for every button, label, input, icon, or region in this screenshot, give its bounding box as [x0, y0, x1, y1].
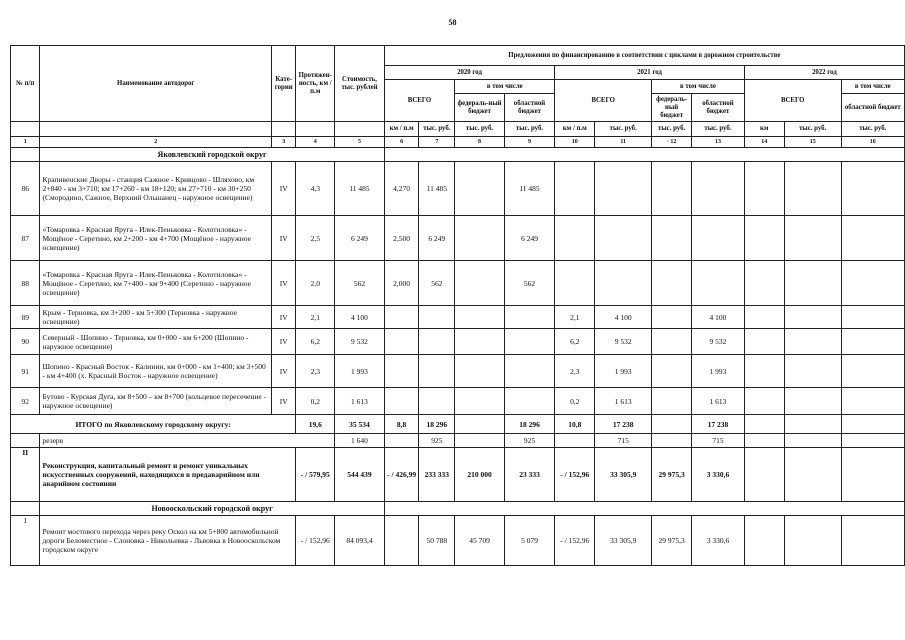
section-obl-2020: 23 333 — [504, 448, 555, 502]
obl-2021: 3 330,6 — [692, 516, 745, 566]
obl-2021 — [692, 216, 745, 261]
section-title-novooskolsky: Новооскольский городской округ — [40, 502, 384, 516]
fed-2020 — [455, 162, 504, 216]
section-fed-2020: 210 000 — [455, 448, 504, 502]
hdr-unit: тыс. руб. — [652, 122, 692, 137]
total-obl-2022 — [841, 415, 904, 434]
hdr-incl-2021: в том числе — [652, 80, 745, 94]
section-fed-2021: 29 975,3 — [652, 448, 692, 502]
hdr-length: Протяжен-ность, км / п.м — [296, 46, 335, 122]
road-name: «Томаровка - Красная Яруга - Илек-Пеньковка - Колотиловка» - Мощёное - Серетино, км 2+200 - км 4+700 (Мощёное - наружное освещение) — [40, 216, 272, 261]
hdr-year-2021: 2021 год — [555, 66, 744, 80]
total-2021: 4 100 — [595, 306, 652, 329]
reserve-sum-2022 — [784, 434, 841, 448]
hdr-incl-2020: в том числе — [455, 80, 555, 94]
km-2022 — [744, 162, 784, 216]
obl-2022 — [841, 261, 904, 306]
section-number: II — [11, 448, 40, 502]
km-2021: 0,2 — [555, 388, 595, 415]
km-2020 — [384, 306, 419, 329]
obl-2020 — [504, 355, 555, 388]
obl-2022 — [841, 355, 904, 388]
obl-2020 — [504, 306, 555, 329]
col-number: 10 — [555, 137, 595, 148]
hdr-empty — [40, 122, 272, 137]
obl-2020: 11 485 — [504, 162, 555, 216]
length: 2,0 — [296, 261, 335, 306]
obl-2020: 5 079 — [504, 516, 555, 566]
fed-2020 — [455, 216, 504, 261]
total-obl-2020: 18 296 — [504, 415, 555, 434]
obl-2022 — [841, 306, 904, 329]
fed-2021 — [652, 388, 692, 415]
col-number: 6 — [384, 137, 419, 148]
road-name: Шопино - Красный Восток - Калинин, км 0+000 - км 1+400; км 3+500 - км 4+400 (х. Красный Восток - наружное освещение) — [40, 355, 272, 388]
total-2020: 50 788 — [419, 516, 455, 566]
total-2020: 11 485 — [419, 162, 455, 216]
hdr-unit: тыс. руб. — [784, 122, 841, 137]
hdr-unit: км / п.м — [384, 122, 419, 137]
hdr-obl-2020: областной бюджет — [504, 94, 555, 122]
total-length: 19,6 — [296, 415, 335, 434]
km-2022 — [744, 516, 784, 566]
fed-2021: 29 975,3 — [652, 516, 692, 566]
cost: 9 532 — [335, 329, 384, 355]
row-number: 91 — [11, 355, 40, 388]
page-number: 58 — [448, 18, 457, 27]
fed-2020 — [455, 261, 504, 306]
km-2021 — [555, 216, 595, 261]
section-obl-2022 — [841, 448, 904, 502]
total-km-2022 — [744, 415, 784, 434]
hdr-empty — [335, 122, 384, 137]
section-sum-2021: 33 305,9 — [595, 448, 652, 502]
km-2020: 4,270 — [384, 162, 419, 216]
road-name: Крым - Терновка, км 3+200 - км 5+300 (Терновка - наружное освещение) — [40, 306, 272, 329]
length: 0,2 — [296, 388, 335, 415]
obl-2020: 6 249 — [504, 216, 555, 261]
reserve-km-2022 — [744, 434, 784, 448]
total-2022 — [784, 261, 841, 306]
obl-2022 — [841, 329, 904, 355]
fed-2021 — [652, 306, 692, 329]
obl-2020: 562 — [504, 261, 555, 306]
total-fed-2020 — [455, 415, 504, 434]
reserve-spacer — [11, 434, 40, 448]
km-2021: 2,3 — [555, 355, 595, 388]
fed-2021 — [652, 355, 692, 388]
obl-2021: 9 532 — [692, 329, 745, 355]
length: 4,3 — [296, 162, 335, 216]
total-2021 — [595, 162, 652, 216]
reserve-fed-2021 — [652, 434, 692, 448]
fed-2020: 45 709 — [455, 516, 504, 566]
total-obl-2021: 17 238 — [692, 415, 745, 434]
length: - / 152,96 — [296, 516, 335, 566]
km-2022 — [744, 355, 784, 388]
km-2020: 2,000 — [384, 261, 419, 306]
table-row — [11, 162, 905, 216]
km-2020 — [384, 355, 419, 388]
road-name: Ремонт мостового перехода через реку Оскол на км 5+800 автомобильной дороги Беломестное - Слоновка - Никольевка - Львовка в Новооскольском городском округе — [40, 516, 296, 566]
total-2022 — [784, 388, 841, 415]
hdr-category: Кате-гории — [272, 46, 296, 122]
fed-2021 — [652, 329, 692, 355]
col-number: 15 — [784, 137, 841, 148]
category: IV — [272, 329, 296, 355]
road-name: Бутово - Курская Дуга, км 8+500 – км 8+700 (кольцевое пересечение - наружное освещение) — [40, 388, 272, 415]
obl-2022 — [841, 388, 904, 415]
total-km-2021: 10,8 — [555, 415, 595, 434]
col-number: 11 — [595, 137, 652, 148]
total-fed-2021 — [652, 415, 692, 434]
km-2020 — [384, 388, 419, 415]
section-name: Реконструкция, капитальный ремонт и ремонт уникальных искусственных сооружений, находящихся в предаварийном или аварийном состоянии — [40, 448, 296, 502]
cost: 84 093,4 — [335, 516, 384, 566]
category: IV — [272, 306, 296, 329]
fed-2021 — [652, 162, 692, 216]
length: 6,2 — [296, 329, 335, 355]
cost: 6 249 — [335, 216, 384, 261]
hdr-proposals: Предложения по финансированию в соответствии с циклами в дорожном строительстве — [384, 46, 904, 66]
reserve-sum-2021: 715 — [595, 434, 652, 448]
hdr-obl-2021: областной бюджет — [692, 94, 745, 122]
obl-2022 — [841, 516, 904, 566]
total-sum-2020: 18 296 — [419, 415, 455, 434]
total-2021 — [595, 261, 652, 306]
reserve-obl-2021: 715 — [692, 434, 745, 448]
col-number: · 12 — [652, 137, 692, 148]
col-number: 1 — [11, 137, 40, 148]
reserve-cost: 1 640 — [335, 434, 384, 448]
hdr-cost: Стоимость, тыс. рублей — [335, 46, 384, 122]
road-name: Северный - Шопино - Терновка, км 0+000 - км 6+200 (Шопино - наружное освещение) — [40, 329, 272, 355]
fed-2020 — [455, 329, 504, 355]
total-cost: 35 534 — [335, 415, 384, 434]
total-label: ИТОГО по Яковлевскому городскому округу: — [11, 415, 296, 434]
length: 2,1 — [296, 306, 335, 329]
reserve-obl-2022 — [841, 434, 904, 448]
reserve-km-2020 — [384, 434, 419, 448]
hdr-unit: км — [744, 122, 784, 137]
total-2021: 33 305,9 — [595, 516, 652, 566]
total-2020 — [419, 355, 455, 388]
total-2022 — [784, 329, 841, 355]
obl-2020 — [504, 388, 555, 415]
col-number: 2 — [40, 137, 272, 148]
km-2021: - / 152,96 — [555, 516, 595, 566]
total-2020 — [419, 306, 455, 329]
km-2021: 2,1 — [555, 306, 595, 329]
fed-2021 — [652, 261, 692, 306]
hdr-fed-2021: федераль-ный бюджет — [652, 94, 692, 122]
hdr-total-2020: ВСЕГО — [384, 80, 455, 122]
row-number: 92 — [11, 388, 40, 415]
row-number: 90 — [11, 329, 40, 355]
row-number: 88 — [11, 261, 40, 306]
hdr-year-2022: 2022 год — [744, 66, 904, 80]
section-km-2021: - / 152,96 — [555, 448, 595, 502]
section-km-2022 — [744, 448, 784, 502]
financing-table — [10, 45, 905, 566]
hdr-year-2020: 2020 год — [384, 66, 555, 80]
section-sum-2020: 233 333 — [419, 448, 455, 502]
obl-2021: 4 100 — [692, 306, 745, 329]
category: IV — [272, 216, 296, 261]
category: IV — [272, 162, 296, 216]
km-2022 — [744, 306, 784, 329]
hdr-unit: тыс. руб. — [455, 122, 504, 137]
table-row — [11, 216, 905, 261]
cost: 4 100 — [335, 306, 384, 329]
km-2022 — [744, 329, 784, 355]
col-number: 3 — [272, 137, 296, 148]
cost: 1 613 — [335, 388, 384, 415]
total-km-2020: 8,8 — [384, 415, 419, 434]
section-cost: 544 439 — [335, 448, 384, 502]
total-row — [11, 415, 905, 434]
hdr-obl-2022: областной бюджет — [841, 94, 904, 122]
hdr-total-2021: ВСЕГО — [555, 80, 652, 122]
table-row — [11, 516, 905, 566]
obl-2022 — [841, 216, 904, 261]
total-2021: 9 532 — [595, 329, 652, 355]
hdr-empty — [296, 122, 335, 137]
km-2021: 6,2 — [555, 329, 595, 355]
fed-2020 — [455, 388, 504, 415]
km-2022 — [744, 216, 784, 261]
section-title-yakovlevsky: Яковлевский городской округ — [40, 148, 384, 162]
obl-2021 — [692, 162, 745, 216]
km-2021 — [555, 261, 595, 306]
section-length: - / 579,95 — [296, 448, 335, 502]
col-number: 5 — [335, 137, 384, 148]
category: IV — [272, 388, 296, 415]
hdr-unit: тыс. руб. — [841, 122, 904, 137]
table-row — [11, 355, 905, 388]
table-row — [11, 388, 905, 415]
total-2021: 1 993 — [595, 355, 652, 388]
obl-2020 — [504, 329, 555, 355]
total-2021: 1 613 — [595, 388, 652, 415]
total-2020: 6 249 — [419, 216, 455, 261]
row-number: 1 — [11, 516, 40, 566]
section-obl-2021: 3 330,6 — [692, 448, 745, 502]
col-number: 14 — [744, 137, 784, 148]
section-spacer — [384, 502, 904, 516]
obl-2021 — [692, 261, 745, 306]
length: 2,3 — [296, 355, 335, 388]
hdr-number: № п/п — [11, 46, 40, 122]
total-sum-2021: 17 238 — [595, 415, 652, 434]
reserve-km-2021 — [555, 434, 595, 448]
hdr-unit: тыс. руб. — [692, 122, 745, 137]
total-2020: 562 — [419, 261, 455, 306]
km-2020 — [384, 516, 419, 566]
hdr-unit: тыс. руб. — [504, 122, 555, 137]
category: IV — [272, 355, 296, 388]
total-2022 — [784, 306, 841, 329]
row-number: 87 — [11, 216, 40, 261]
hdr-incl-2022: в том числе — [841, 80, 904, 94]
fed-2020 — [455, 355, 504, 388]
col-number: 7 — [419, 137, 455, 148]
hdr-unit: тыс. руб. — [419, 122, 455, 137]
table-row — [11, 261, 905, 306]
reserve-sum-2020: 925 — [419, 434, 455, 448]
obl-2022 — [841, 162, 904, 216]
section-spacer — [11, 148, 40, 162]
reserve-label: резерв — [40, 434, 335, 448]
table-row — [11, 329, 905, 355]
table-row — [11, 306, 905, 329]
reserve-obl-2020: 925 — [504, 434, 555, 448]
total-2022 — [784, 216, 841, 261]
col-number: 13 — [692, 137, 745, 148]
obl-2021: 1 993 — [692, 355, 745, 388]
total-2020 — [419, 388, 455, 415]
col-number: 16 — [841, 137, 904, 148]
hdr-unit: тыс. руб. — [595, 122, 652, 137]
hdr-road-name: Наименование автодорог — [40, 46, 272, 122]
hdr-unit: км / п.м — [555, 122, 595, 137]
km-2020: 2,500 — [384, 216, 419, 261]
hdr-empty — [11, 122, 40, 137]
km-2022 — [744, 261, 784, 306]
total-2022 — [784, 162, 841, 216]
section-spacer — [384, 148, 904, 162]
cost: 562 — [335, 261, 384, 306]
km-2020 — [384, 329, 419, 355]
col-number: 8 — [455, 137, 504, 148]
total-2022 — [784, 355, 841, 388]
category: IV — [272, 261, 296, 306]
row-number: 86 — [11, 162, 40, 216]
hdr-fed-2020: федераль-ный бюджет — [455, 94, 504, 122]
total-2021 — [595, 216, 652, 261]
section-spacer — [11, 502, 40, 516]
col-number: 4 — [296, 137, 335, 148]
total-sum-2022 — [784, 415, 841, 434]
km-2021 — [555, 162, 595, 216]
total-2022 — [784, 516, 841, 566]
road-name: Крапивенские Дворы - станция Сажное - Кривцово - Шляхово, км 2+840 - км 3+710; км 17+260 - км 18+120; км 27+710 - км 30+250 (Смородино, Сажное, Верхний Ольшанец - наружное освещение) — [40, 162, 272, 216]
hdr-total-2022: ВСЕГО — [744, 80, 841, 122]
cost: 11 485 — [335, 162, 384, 216]
section-sum-2022 — [784, 448, 841, 502]
fed-2021 — [652, 216, 692, 261]
section-km-2020: - / 426,99 — [384, 448, 419, 502]
road-name: «Томаровка - Красная Яруга - Илек-Пеньковка - Колотиловка» - Мощёное - Серетино, км 7+400 - км 9+400 (Серетино - наружное освещение) — [40, 261, 272, 306]
section-row — [11, 448, 905, 502]
fed-2020 — [455, 306, 504, 329]
obl-2021: 1 613 — [692, 388, 745, 415]
col-number: 9 — [504, 137, 555, 148]
reserve-fed-2020 — [455, 434, 504, 448]
row-number: 89 — [11, 306, 40, 329]
length: 2,5 — [296, 216, 335, 261]
cost: 1 993 — [335, 355, 384, 388]
total-2020 — [419, 329, 455, 355]
reserve-row — [11, 434, 905, 448]
hdr-empty — [272, 122, 296, 137]
km-2022 — [744, 388, 784, 415]
